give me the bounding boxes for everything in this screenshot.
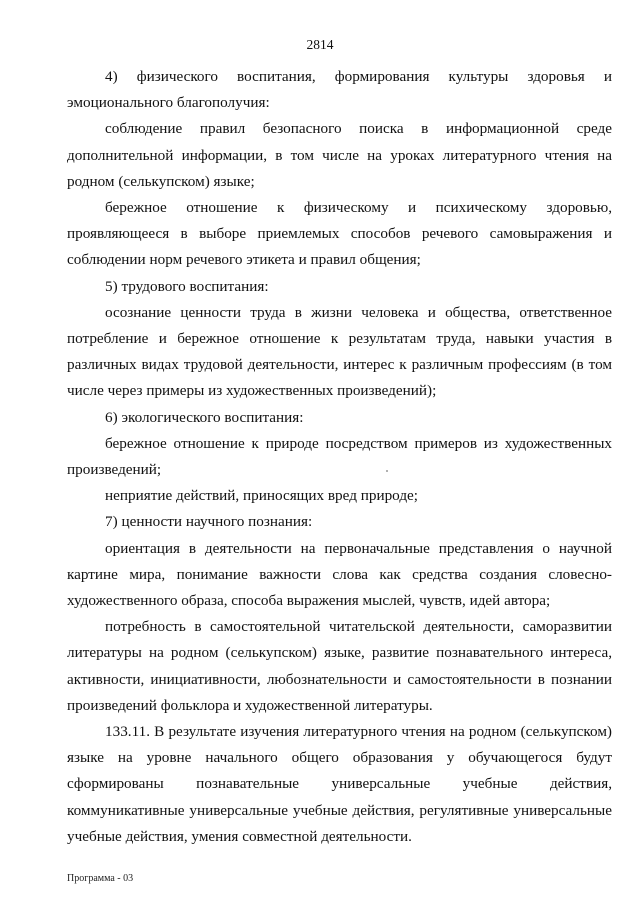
paragraph-nature-harm: неприятие действий, приносящих вред природе; bbox=[105, 487, 419, 505]
paragraph-safe-search: соблюдение правил безопасного поиска в информационной среде дополнительной информации, в том числе на уроках литературного чтения на родном (селькупском) языке; bbox=[67, 120, 612, 190]
paragraph-labor-education-heading: 5) трудового воспитания: bbox=[105, 277, 269, 295]
paragraph-section-133-11: 133.11. В результате изучения литературного чтения на родном (селькупском) языке на уровне начального общего образования у обучающегося будут сформированы познавательные универсальные учебные действия, коммуникативные универсальные учебные действия, регулятивные универсальные учебные действия, умения совместной деятельности. bbox=[67, 723, 612, 845]
footer-label: Программа - 03 bbox=[67, 873, 134, 884]
paragraph-health: бережное отношение к физическому и психическому здоровью, проявляющееся в выборе приемлемых способов речевого самовыражения и соблюдении норм речевого этикета и правил общения; bbox=[67, 199, 612, 269]
document-body bbox=[67, 64, 612, 850]
paragraph-physical-education-heading: 4) физического воспитания, формирования культуры здоровья и эмоционального благополучия: bbox=[67, 68, 612, 112]
paragraph-labor-value: осознание ценности труда в жизни человека и общества, ответственное потребление и бережное отношение к результатам труда, навыки участия в различных видах трудовой деятельности, интерес к различным профессиям (в том числе через примеры из художественных произведений); bbox=[67, 303, 612, 400]
paragraph-nature-care: бережное отношение к природе посредством примеров из художественных произведений; bbox=[67, 434, 612, 479]
paragraph-world-picture: ориентация в деятельности на первоначальные представления о научной картине мира, понимание важности слова как средства создания словесно-художественного образа, способа выражения мыслей, чувств, идей автора; bbox=[67, 539, 612, 610]
paragraph-scientific-knowledge-heading: 7) ценности научного познания: bbox=[105, 513, 313, 531]
paragraph-ecological-education-heading: 6) экологического воспитания: bbox=[105, 408, 304, 426]
page-number: 2814 bbox=[306, 37, 334, 52]
scan-speck bbox=[386, 470, 388, 472]
paragraph-reading-need: потребность в самостоятельной читательской деятельности, саморазвитии литературы на родном (селькупском) языке, развитие познавательного интереса, активности, инициативности, любознательности и самостоятельности в познании произведений фольклора и художественной литературы. bbox=[67, 618, 612, 714]
